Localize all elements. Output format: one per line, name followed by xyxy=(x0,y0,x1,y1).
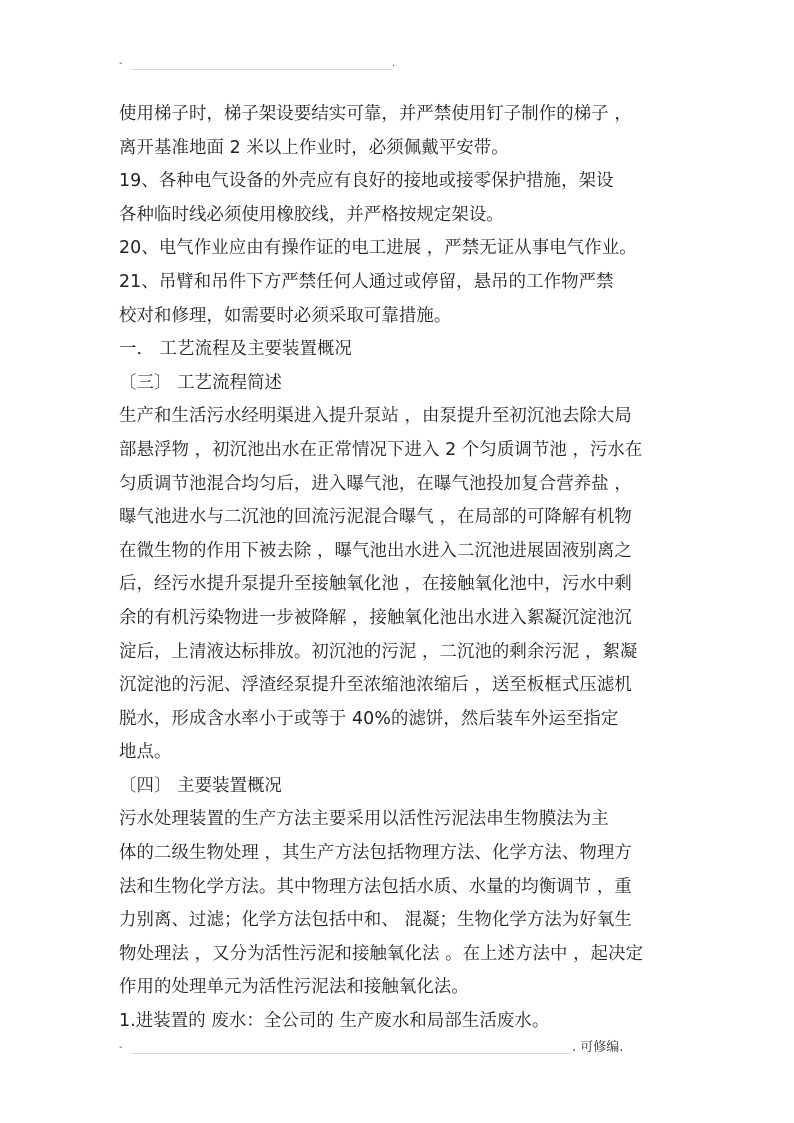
text-line: 部悬浮物 ，初沉池出水在正常情况下进入 2 个匀质调节池 ，污水在 xyxy=(119,439,643,460)
text-line: 21、吊臂和吊件下方严禁任何人通过或停留，悬吊的工作物严禁 xyxy=(119,271,614,292)
text-line: 各种临时线必须使用橡胶线，并严格按规定架设。 xyxy=(119,204,504,225)
header-center-mark: . xyxy=(392,58,396,69)
text-line: 在微生物的作用下被去除 ，曝气池出水进入二沉池进展固液别离之 xyxy=(119,540,632,561)
text-line: 匀质调节池混合均匀后，进入曝气池，在曝气池投加复合营养盐 ， xyxy=(119,473,632,494)
text-line: 淀后，上清液达标排放。初沉池的污泥 ，二沉池的剩余污泥 ，絮凝 xyxy=(119,641,638,662)
text-line: 地点。 xyxy=(119,742,172,763)
text-line: 物处理法 ，又分为活性污泥和接触氧化法 。在上述方法中 ，起决定 xyxy=(119,943,644,964)
header-rule xyxy=(130,69,392,70)
text-line: 脱水，形成含水率小于或等于 40%的滤饼，然后装车外运至指定 xyxy=(119,708,619,729)
text-line: 离开基准地面 2 米以上作业时，必须佩戴平安带。 xyxy=(119,137,509,158)
header-left-mark: - xyxy=(119,58,123,69)
text-line: 体的二级生物处理 ，其生产方法包括物理方法、化学方法、物理方 xyxy=(119,843,632,864)
text-line: 〔三〕 工艺流程简述 xyxy=(119,372,283,393)
text-line: 余的有机污染物进一步被降解 ，接触氧化池出水进入絮凝沉淀池沉 xyxy=(119,607,632,628)
body-text xyxy=(119,98,679,1039)
footer-rule xyxy=(130,1053,570,1054)
text-line: 力别离、过滤；化学方法包括中和、 混凝；生物化学方法为好氧生 xyxy=(119,910,632,931)
text-line: 使用梯子时，梯子架设要结实可靠，并严禁使用钉子制作的梯子 ， xyxy=(119,104,632,124)
text-line: 1.进装置的 废水：全公司的 生产废水和局部生活废水。 xyxy=(119,1011,550,1032)
text-line: 污水处理装置的生产方法主要采用以活性污泥法串生物膜法为主 xyxy=(119,809,609,830)
text-line: 沉淀池的污泥、浮渣经泵提升至浓缩池浓缩后 ，送至板框式压滤机 xyxy=(119,675,632,696)
text-line: 一． 工艺流程及主要装置概况 xyxy=(119,339,353,360)
text-line: 校对和修理，如需要时必须采取可靠措施。 xyxy=(119,305,452,326)
text-line: 20、电气作业应由有操作证的电工进展 ，严禁无证从事电气作业。 xyxy=(119,238,637,259)
text-line: 19、各种电气设备的外壳应有良好的接地或接零保护措施，架设 xyxy=(119,171,614,192)
text-line: 〔四〕 主要装置概况 xyxy=(119,775,283,796)
text-line: 生产和生活污水经明渠进入提升泵站 ，由泵提升至初沉池去除大局 xyxy=(119,406,632,427)
footer-left-mark: - xyxy=(119,1042,123,1053)
text-line: 后，经污水提升泵提升至接触氧化池 ，在接触氧化池中，污水中剩 xyxy=(119,574,632,595)
text-line: 作用的处理单元为活性污泥法和接触氧化法。 xyxy=(119,977,469,998)
footer-editable-note: . 可修编. xyxy=(572,1040,624,1055)
text-line: 法和生物化学方法。其中物理方法包括水质、水量的均衡调节 ，重 xyxy=(119,876,632,897)
text-line: 曝气池进水与二沉池的回流污泥混合曝气 ，在局部的可降解有机物 xyxy=(119,507,632,528)
